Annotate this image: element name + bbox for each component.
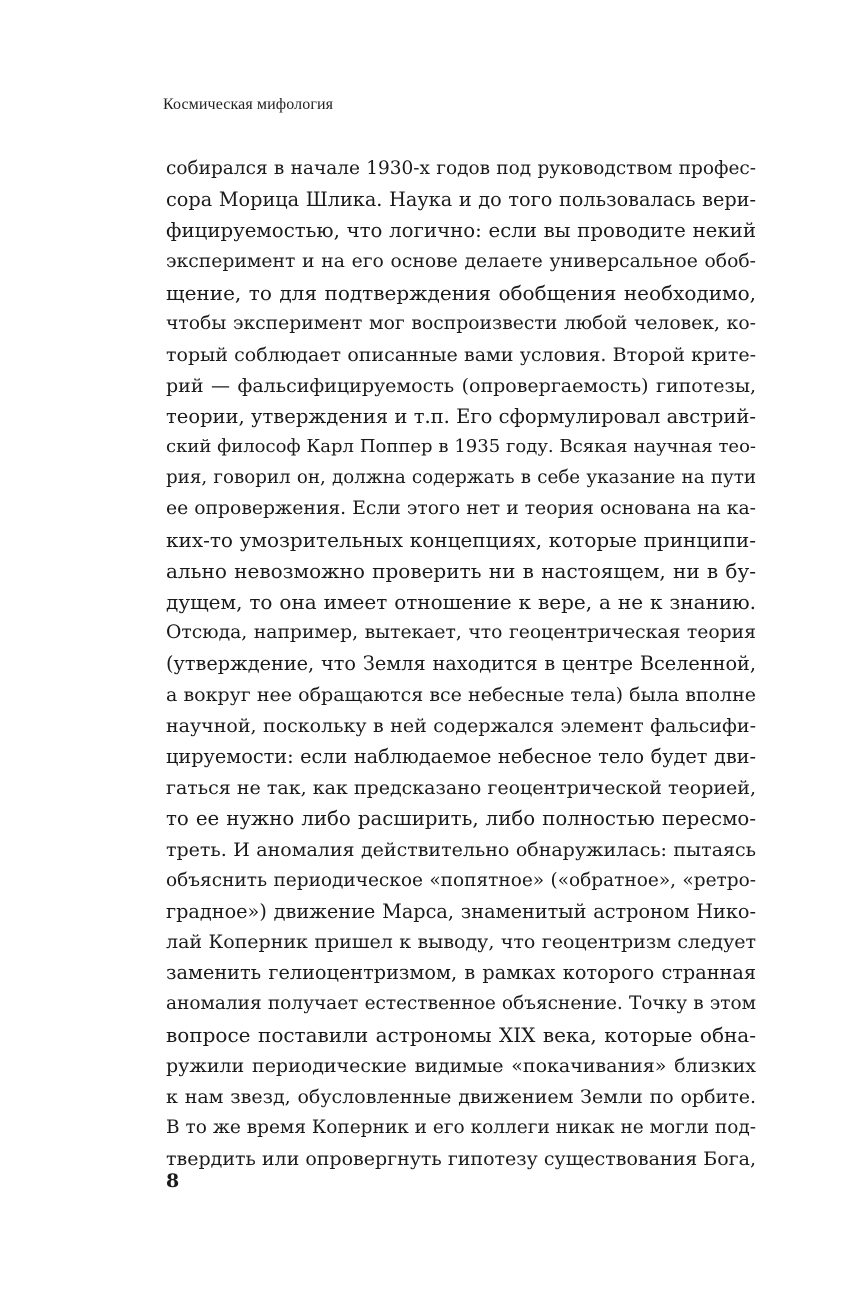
text-line: щение, то для подтверждения обобщения необходимо, (166, 280, 756, 305)
text-line: В то же время Коперник и его коллеги никак не могли под- (166, 1117, 756, 1139)
text-line: вопросе поставили астрономы XIX века, которые обна- (166, 1023, 756, 1048)
text-line: а вокруг нее обращаются все небесные тела) была вполне (166, 683, 756, 706)
text-line: гаться не так, как предсказано геоцентрической теорией, (166, 776, 756, 799)
text-line: к нам звезд, обусловленные движением Земли по орбите. (166, 1086, 756, 1109)
text-line: ский философ Карл Поппер в 1935 году. Всякая научная тео- (166, 436, 756, 458)
text-line: собирался в начале 1930-х годов под руководством профес- (166, 158, 756, 179)
text-line: научной, поскольку в ней содержался элемент фальсифи- (166, 714, 756, 737)
text-line: треть. И аномалия действительно обнаружилась: пытаясь (166, 838, 756, 861)
text-line: торый соблюдает описанные вами условия. Второй крите- (166, 343, 756, 366)
text-line: рия, говорил он, должна содержать в себе указание на пути (166, 467, 756, 489)
text-line: фицируемостью, что логично: если вы проводите некий (166, 218, 756, 242)
running-header: Космическая мифология (163, 96, 334, 113)
text-line: лай Коперник пришел к выводу, что геоцентризм следует (166, 931, 756, 954)
text-line: (утверждение, что Земля находится в центре Вселенной, (166, 652, 756, 675)
text-line: эксперимент и на его основе делаете универсальное обоб- (166, 250, 756, 272)
text-line: заменить гелиоцентризмом, в рамках которого странная (166, 961, 756, 985)
text-line: ально невозможно проверить ни в настоящем, ни в бу- (166, 559, 756, 584)
page-number: 8 (166, 1170, 180, 1192)
text-line: дущем, то она имеет отношение к вере, а не к знанию. (166, 590, 756, 615)
text-line: сора Морица Шлика. Наука и до того пользовалась вери- (166, 187, 756, 211)
text-line: ее опровержения. Если этого нет и теория основана на ка- (166, 498, 756, 520)
text-line: теории, утверждения и т.п. Его сформулировал австрий- (166, 404, 756, 428)
text-line: ких-то умозрительных концепциях, которые принципи- (166, 528, 756, 553)
text-line: рий — фальсифицируемость (опровергаемость) гипотезы, (166, 374, 756, 397)
text-line: цируемости: если наблюдаемое небесное тело будет дви- (166, 744, 756, 768)
text-line: аномалия получает естественное объяснение. Точку в этом (166, 993, 756, 1015)
text-line: ружили периодические видимые «покачивания» близких (166, 1055, 756, 1078)
text-line: то ее нужно либо расширить, либо полностью пересмо- (166, 806, 756, 830)
text-line: объяснить периодическое «попятное» («обратное», «ретро- (166, 869, 756, 891)
text-line: Отсюда, например, вытекает, что геоцентрическая теория (166, 622, 756, 644)
body-text (166, 154, 756, 1175)
text-line: твердить или опровергнуть гипотезу существования Бога, (166, 1148, 756, 1170)
text-line: градное») движение Марса, знаменитый астроном Нико- (166, 899, 756, 923)
text-line: чтобы эксперимент мог воспроизвести любой человек, ко- (166, 312, 756, 334)
